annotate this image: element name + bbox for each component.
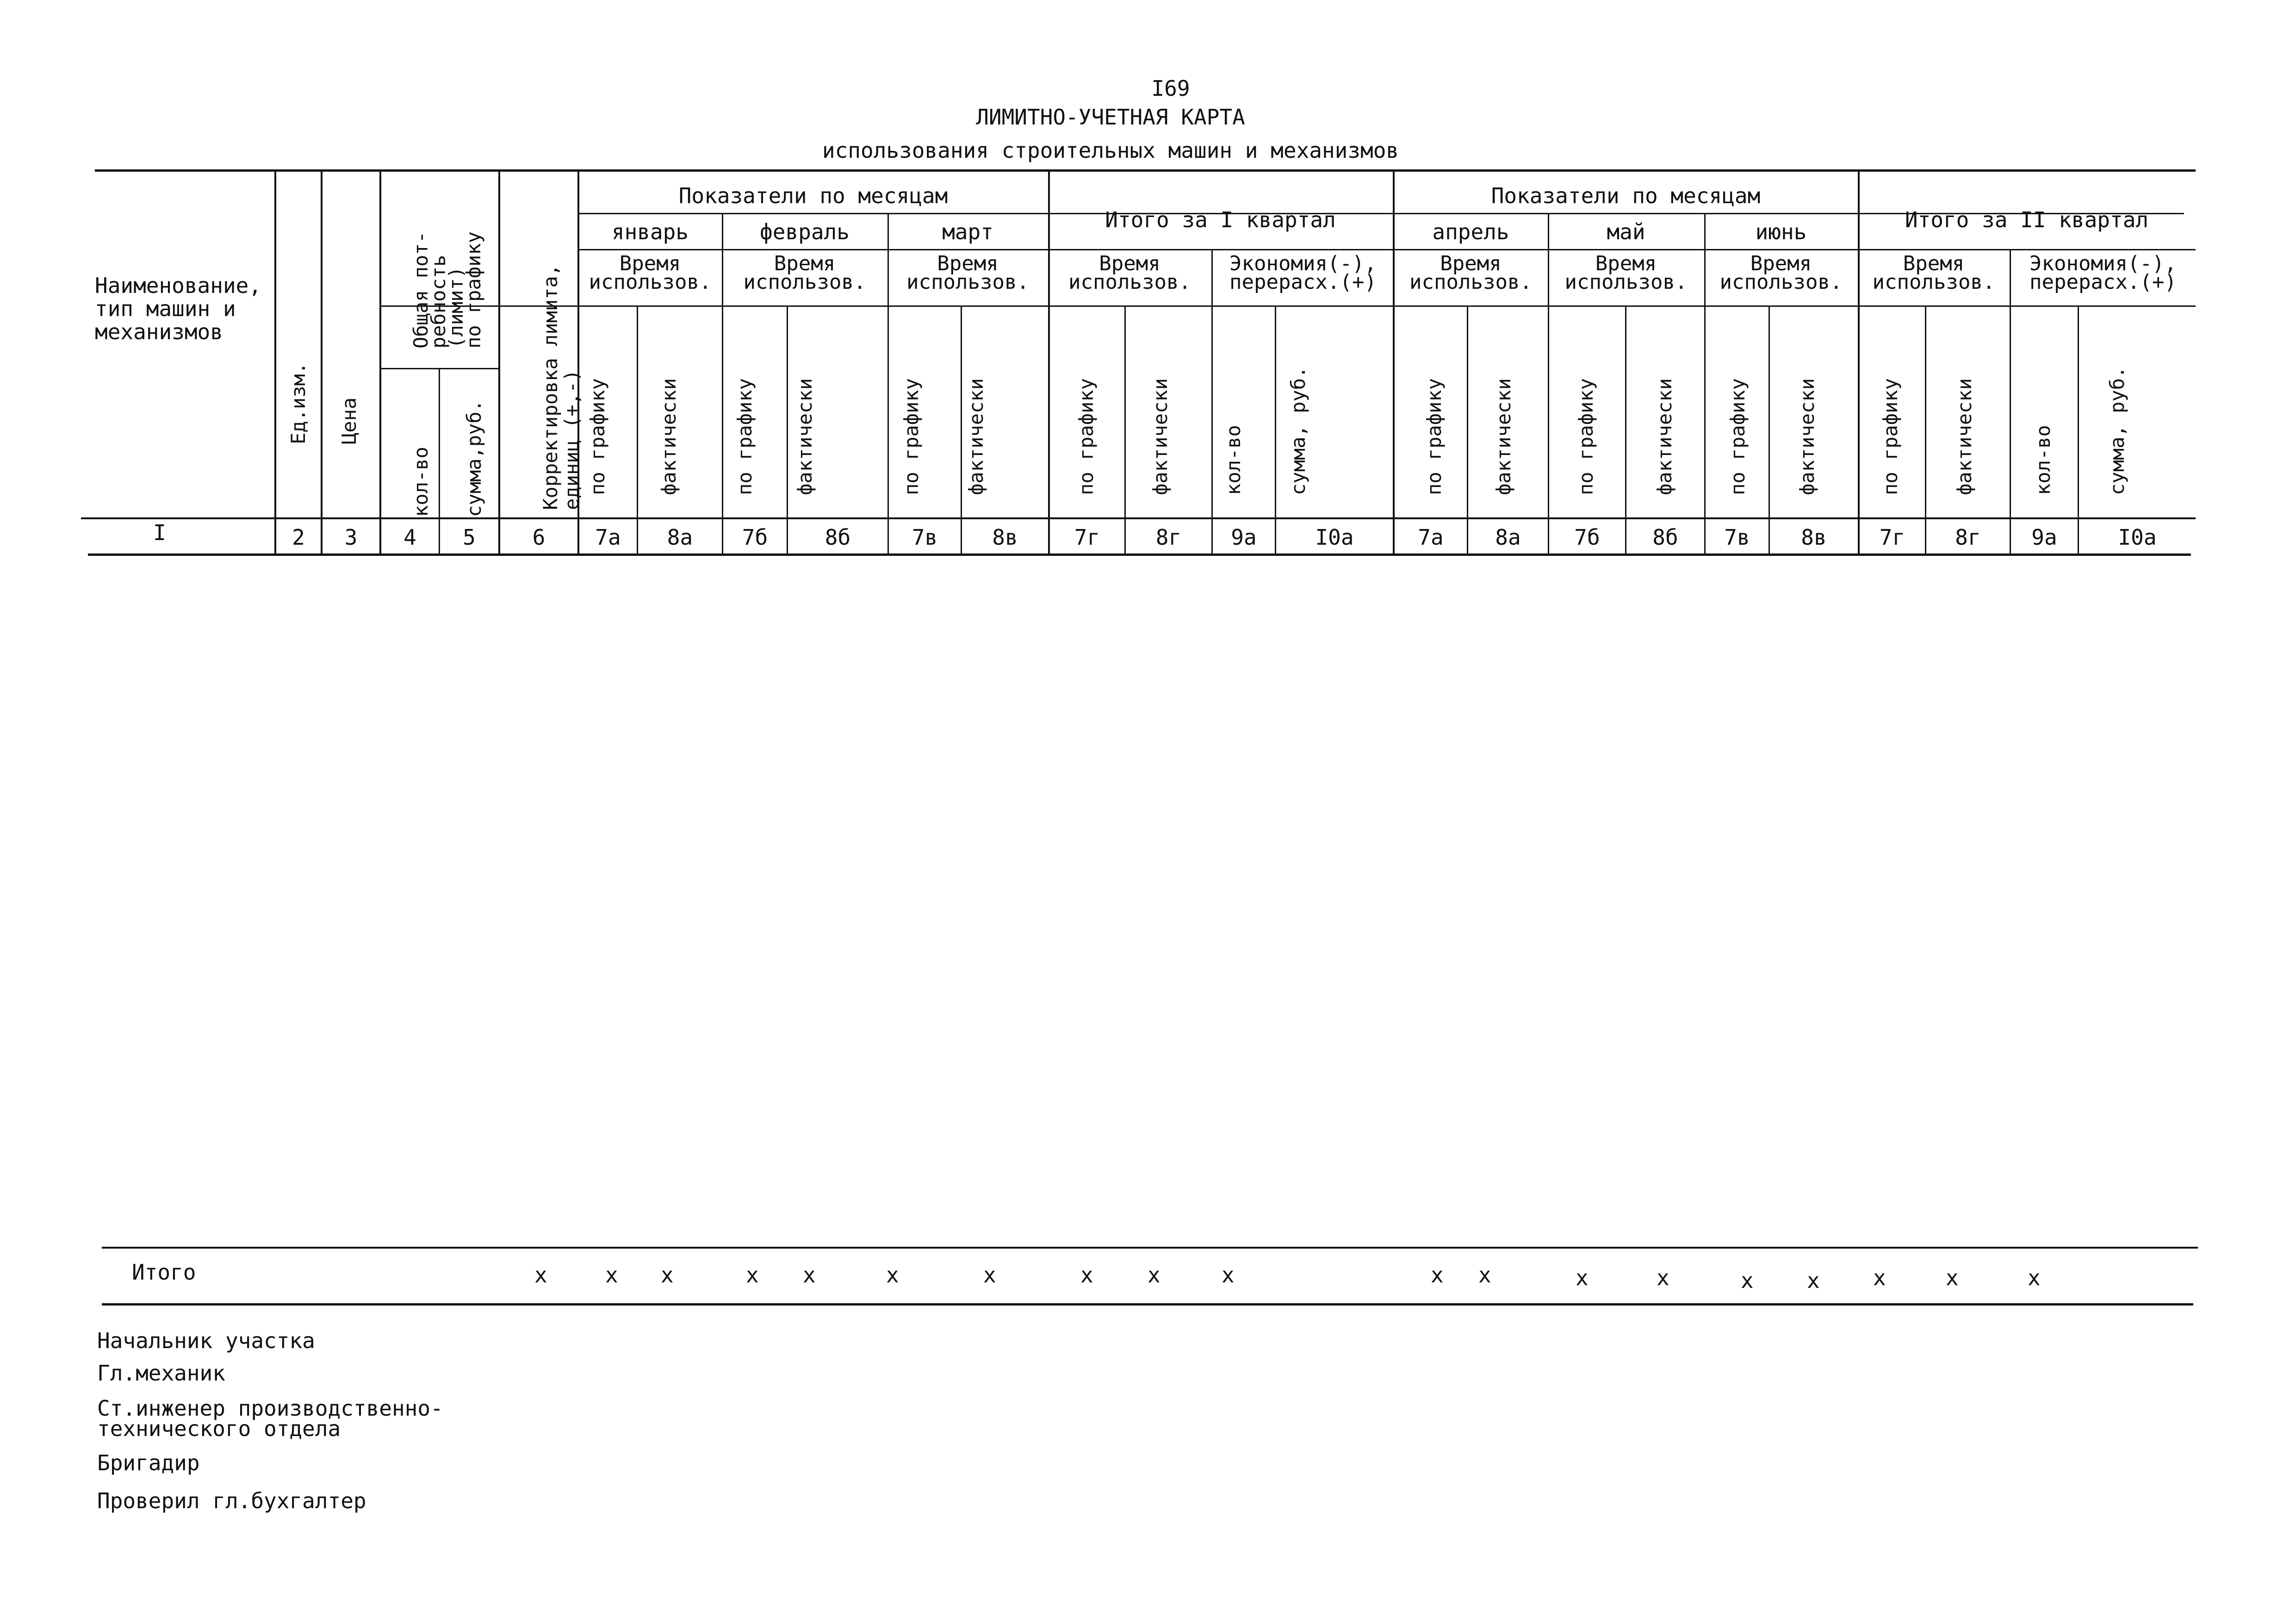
jan-actual: фактически bbox=[658, 378, 680, 495]
unit-header: Ед.изм. bbox=[287, 362, 310, 444]
q2-qty: кол-во bbox=[2032, 425, 2054, 495]
q1-sum: сумма, руб. bbox=[1287, 366, 1309, 495]
colnum-7a-q2: 7а bbox=[1418, 525, 1444, 550]
feb-actual: фактически bbox=[794, 378, 816, 495]
colnum-10a-q2: I0а bbox=[2118, 525, 2157, 550]
apr-by-schedule: по графику bbox=[1423, 378, 1446, 495]
feb-by-schedule: по графику bbox=[733, 378, 756, 495]
colnum-7v: 7в bbox=[912, 525, 938, 550]
mar-by-schedule: по графику bbox=[900, 378, 923, 495]
months-q2-header: Показатели по месяцам bbox=[1491, 183, 1761, 208]
colnum-10a: I0а bbox=[1315, 525, 1354, 550]
correction-header-2: единиц (+,-) bbox=[560, 369, 583, 510]
colnum-8v: 8в bbox=[992, 525, 1018, 550]
colnum-2: 2 bbox=[292, 525, 305, 550]
jan-by-schedule: по графику bbox=[586, 378, 609, 495]
total-need-header-4: по графику bbox=[462, 231, 485, 348]
totals-bottom-line bbox=[102, 1303, 2193, 1306]
colnum-8g: 8г bbox=[1155, 525, 1182, 550]
month-june: июнь bbox=[1755, 219, 1807, 244]
colnum-7v-q2: 7в bbox=[1724, 525, 1750, 550]
colnum-3: 3 bbox=[344, 525, 358, 550]
colnum-8b: 8б bbox=[825, 525, 851, 550]
q2-sum: сумма, руб. bbox=[2106, 366, 2128, 495]
colnum-8g-q2: 8г bbox=[1955, 525, 1981, 550]
colnum-8b-q2: 8б bbox=[1652, 525, 1678, 550]
total-need-header-3: (лимит) bbox=[445, 266, 467, 348]
month-february: февраль bbox=[760, 219, 850, 244]
signature-site-chief: Начальник участка bbox=[97, 1328, 315, 1353]
month-march: март bbox=[942, 219, 993, 244]
colnum-7g-q2: 7г bbox=[1879, 525, 1905, 550]
q2-by-schedule: по графику bbox=[1879, 378, 1902, 495]
q1-actual: фактически bbox=[1149, 378, 1172, 495]
total-need-header-2: ребность bbox=[427, 255, 450, 348]
colnum-7b-q2: 7б bbox=[1574, 525, 1600, 550]
totals-label: Итого bbox=[132, 1260, 196, 1285]
month-april: апрель bbox=[1432, 219, 1509, 244]
jun-actual: фактически bbox=[1796, 378, 1818, 495]
colnum-8v-q2: 8в bbox=[1801, 525, 1827, 550]
colnum-9a-q2: 9а bbox=[2031, 525, 2057, 550]
signature-chief-accountant: Проверил гл.бухгалтер bbox=[97, 1488, 366, 1513]
sum-rub-header: сумма,руб. bbox=[463, 400, 485, 517]
colnum-7b: 7б bbox=[742, 525, 768, 550]
colnum-4: 4 bbox=[403, 525, 416, 550]
colnum-7a: 7а bbox=[595, 525, 621, 550]
price-header: Цена bbox=[338, 397, 360, 444]
total-need-header-1: Общая пот- bbox=[410, 231, 432, 348]
signature-chief-mechanic: Гл.механик bbox=[97, 1361, 225, 1386]
name-header-line3: механизмов bbox=[95, 319, 223, 344]
page-number: I69 bbox=[1151, 76, 1190, 101]
colnum-5: 5 bbox=[463, 525, 476, 550]
q1-by-schedule: по графику bbox=[1075, 378, 1098, 495]
month-may: май bbox=[1607, 219, 1645, 244]
colnum-7g: 7г bbox=[1074, 525, 1100, 550]
colnum-8a-q2: 8а bbox=[1495, 525, 1521, 550]
may-by-schedule: по графику bbox=[1575, 378, 1597, 495]
colnum-6: 6 bbox=[532, 525, 546, 550]
q2-actual: фактически bbox=[1953, 378, 1976, 495]
colnum-9a: 9а bbox=[1231, 525, 1257, 550]
qty-header: кол-во bbox=[410, 447, 432, 517]
mar-actual: фактически bbox=[965, 378, 987, 495]
months-q1-header: Показатели по месяцам bbox=[678, 183, 948, 208]
signature-senior-engineer-1: Ст.инженер производственно- bbox=[97, 1396, 443, 1421]
apr-actual: фактически bbox=[1492, 378, 1515, 495]
correction-header-1: Корректировка лимита, bbox=[539, 264, 562, 510]
name-header-line1: Наименование, bbox=[95, 273, 262, 298]
jun-by-schedule: по графику bbox=[1726, 378, 1749, 495]
may-actual: фактически bbox=[1653, 378, 1676, 495]
signature-foreman: Бригадир bbox=[97, 1450, 200, 1475]
form-title: ЛИМИТНО-УЧЕТНАЯ КАРТА bbox=[976, 105, 1245, 130]
total-q1-header: Итого за I квартал bbox=[1105, 207, 1336, 232]
name-header-line2: тип машин и bbox=[95, 296, 236, 321]
colnum-1: I bbox=[153, 520, 166, 545]
totals-top-line bbox=[102, 1247, 2198, 1249]
colnum-8a: 8а bbox=[667, 525, 693, 550]
month-january: январь bbox=[611, 219, 689, 244]
form-subtitle: использования строительных машин и механизмов bbox=[822, 138, 1399, 163]
signature-senior-engineer-2: технического отдела bbox=[97, 1416, 341, 1441]
total-q2-header: Итого за II квартал bbox=[1905, 207, 2149, 232]
q1-qty: кол-во bbox=[1222, 425, 1245, 495]
